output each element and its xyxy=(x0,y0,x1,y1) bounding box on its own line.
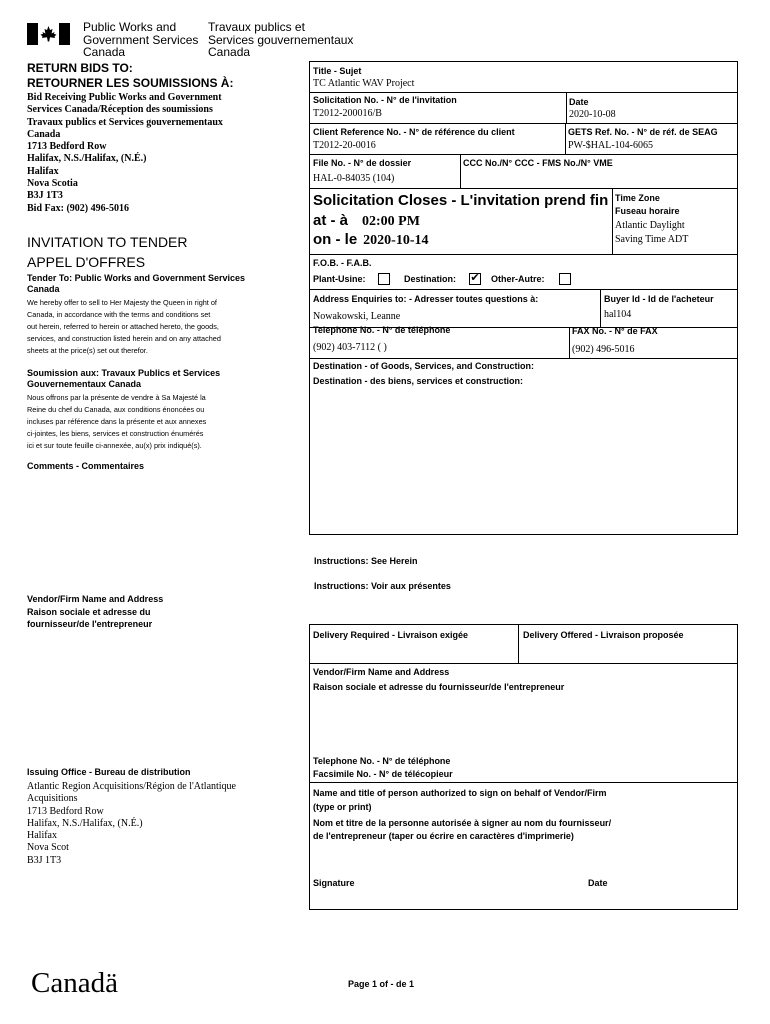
delivery-offered-label: Delivery Offered - Livraison proposée xyxy=(523,630,684,640)
department-name-en: Public Works and Government Services Canada xyxy=(83,20,199,59)
instructions-en: Instructions: See Herein xyxy=(314,556,418,566)
invitation-title: INVITATION TO TENDER APPEL D'OFFRES xyxy=(27,234,188,270)
issuing-office-address: Atlantic Region Acquisitions/Région de l'Atlantique Acquisitions 1713 Bedford Row Halifax, N.S./Halifax, (N.É.) Halifax Nova Scot B3J 1T3 xyxy=(27,781,236,866)
canada-wordmark: Canadä xyxy=(31,967,118,999)
enquiries-label: Address Enquiries to: - Adresser toutes questions à: xyxy=(313,294,539,304)
authorized-person-label-fr-2: de l'entrepreneur (taper ou écrire en caractères d'imprimerie) xyxy=(313,831,574,841)
other-autre-checkbox[interactable] xyxy=(559,273,571,285)
destination-goods-label-en: Destination - of Goods, Services, and Construction: xyxy=(313,361,535,371)
department-name-fr: Travaux publics et Services gouvernementaux Canada xyxy=(208,20,354,59)
fax-value: (902) 496-5016 xyxy=(572,344,635,355)
client-ref-label: Client Reference No. - N° de référence du client xyxy=(313,127,515,137)
fob-label: F.O.B. - F.A.B. xyxy=(313,258,372,268)
plant-usine-label: Plant-Usine: xyxy=(313,274,366,284)
time-zone-value-1: Atlantic Daylight xyxy=(615,220,685,231)
time-zone-value-2: Saving Time ADT xyxy=(615,234,689,245)
solicitation-no-value: T2012-200016/B xyxy=(313,108,382,119)
gets-ref-value: PW-$HAL-104-6065 xyxy=(568,140,653,151)
tender-to: Tender To: Public Works and Government Services Canada xyxy=(27,273,246,294)
canada-flag-icon xyxy=(27,23,70,45)
solicitation-closes-title: Solicitation Closes - L'invitation prend fin xyxy=(313,192,609,209)
authorized-person-label-1: Name and title of person authorized to sign on behalf of Vendor/Firm xyxy=(313,788,607,798)
comments-label: Comments - Commentaires xyxy=(27,461,145,471)
time-zone-label-fr: Fuseau horaire xyxy=(615,206,680,216)
destination-label: Destination: xyxy=(404,274,457,284)
closing-date: on - le 2020-10-14 xyxy=(313,231,429,248)
return-bids-address: Bid Receiving Public Works and Government Services Canada/Réception des soumissions Travaux publics et Services gouvernementaux Canada 1713 Bedford Row Halifax, N.S./Halifax, (N.É.) Halifax Nova Scotia B3J 1T3 Bid Fax: (902) 496-5016 xyxy=(27,92,223,214)
issuing-office-label: Issuing Office - Bureau de distribution xyxy=(27,767,191,777)
time-zone-label-en: Time Zone xyxy=(615,193,660,203)
file-no-value: HAL-0-84035 (104) xyxy=(313,173,395,184)
fax-label: FAX No. - N° de FAX xyxy=(572,326,658,336)
authorized-person-label-fr-1: Nom et titre de la personne autorisée à signer au nom du fournisseur/ xyxy=(313,818,612,828)
checkmark-icon: ✔ xyxy=(470,272,480,284)
telephone-label: Telephone No. - N° de téléphone xyxy=(313,325,451,335)
offer-text-en: We hereby offer to sell to Her Majesty the Queen in right of Canada, in accordance with the terms and conditions set out herein, referred to herein or attached hereto, the goods, services, and construction listed herein and on any attached sheets at the price(s) set out therefor. xyxy=(27,298,221,355)
vendor-name-label: Vendor/Firm Name and Address xyxy=(313,667,450,677)
solicitation-no-label: Solicitation No. - N° de l'invitation xyxy=(313,95,457,105)
offer-text-fr: Nous offrons par la présente de vendre à Sa Majesté la Reine du chef du Canada, aux conditions énoncées ou incluses par référence dans la présente et aux annexes ci-jointes, les biens, services et construction énumérés ici et sur toute feuille ci-annexée, au(x) prix indiqué(s). xyxy=(27,393,207,450)
vendor-name-label-fr: Raison sociale et adresse du fournisseur/de l'entrepreneur xyxy=(313,682,565,692)
other-autre-label: Other-Autre: xyxy=(491,274,545,284)
enquiries-value: Nowakowski, Leanne xyxy=(313,311,401,322)
vendor-facsimile-label: Facsimile No. - N° de télécopieur xyxy=(313,769,453,779)
telephone-value: (902) 403-7112 ( ) xyxy=(313,342,387,353)
delivery-required-label: Delivery Required - Livraison exigée xyxy=(313,630,469,640)
vendor-label-left: Vendor/Firm Name and Address Raison sociale et adresse du fournisseur/de l'entrepreneur xyxy=(27,594,164,629)
gets-ref-label: GETS Ref. No. - N° de réf. de SEAG xyxy=(568,127,718,137)
buyer-id-label: Buyer Id - Id de l'acheteur xyxy=(604,294,714,304)
destination-goods-label-fr: Destination - des biens, services et construction: xyxy=(313,376,524,386)
signature-label: Signature xyxy=(313,878,355,888)
vendor-telephone-label: Telephone No. - N° de téléphone xyxy=(313,756,451,766)
page-number: Page 1 of - de 1 xyxy=(348,979,415,989)
authorized-person-label-2: (type or print) xyxy=(313,802,372,812)
vendor-response-box xyxy=(309,624,738,910)
client-ref-value: T2012-20-0016 xyxy=(313,140,376,151)
title-label: Title - Sujet xyxy=(313,66,362,76)
date-value: 2020-10-08 xyxy=(569,109,616,120)
ccc-no-label: CCC No./N° CCC - FMS No./N° VME xyxy=(463,158,613,168)
buyer-id-value: hal104 xyxy=(604,309,632,320)
return-bids-title: RETURN BIDS TO: RETOURNER LES SOUMISSIONS À: xyxy=(27,61,234,90)
solicitation-form-box xyxy=(309,61,738,535)
closing-time: at - à 02:00 PM xyxy=(313,212,420,229)
signature-date-label: Date xyxy=(588,878,608,888)
instructions-fr: Instructions: Voir aux présentes xyxy=(314,581,451,591)
plant-usine-checkbox[interactable] xyxy=(378,273,390,285)
date-label: Date xyxy=(569,97,589,107)
title-value: TC Atlantic WAV Project xyxy=(313,78,415,89)
file-no-label: File No. - N° de dossier xyxy=(313,158,412,168)
soumission-aux: Soumission aux: Travaux Publics et Services Gouvernementaux Canada xyxy=(27,368,221,389)
